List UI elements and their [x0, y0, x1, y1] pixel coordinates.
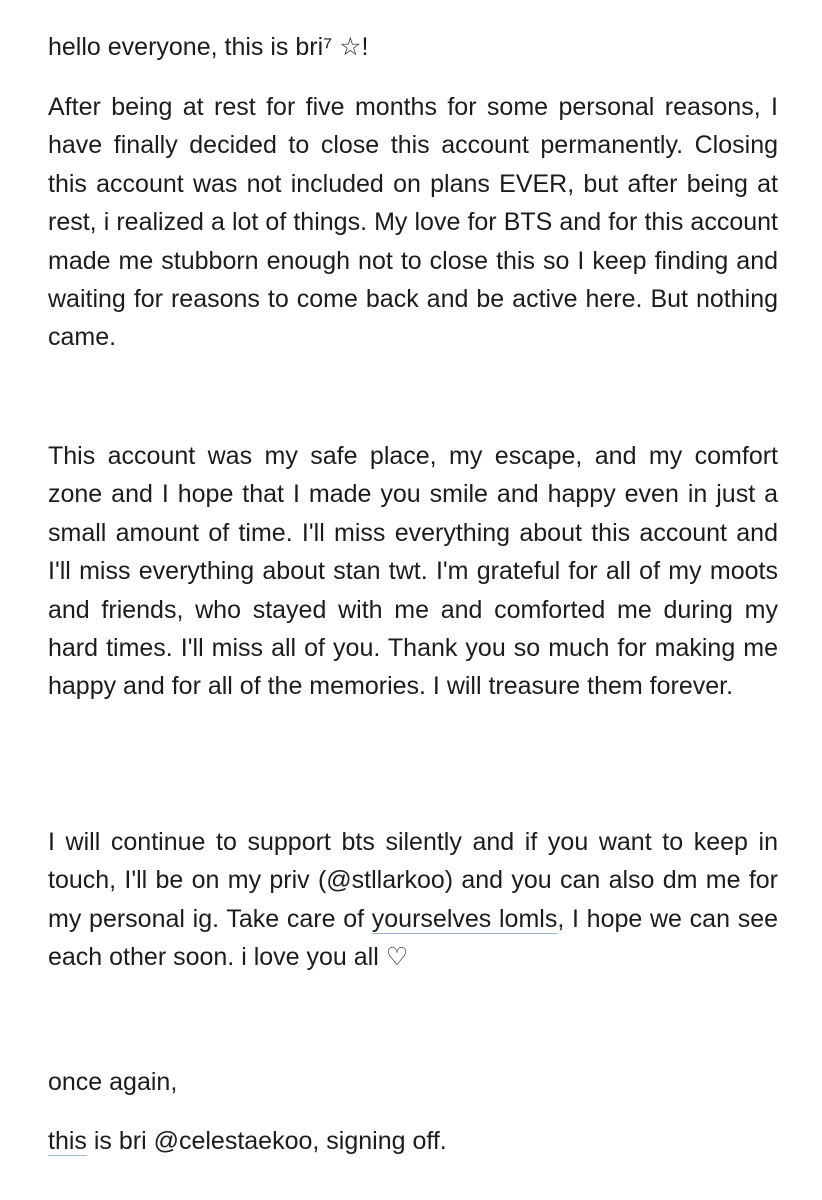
paragraph-3-text-after: , I hope we can see each other soon. i love you all ♡ — [48, 904, 779, 972]
paragraph-3-text-before: I will continue to support bts silently and if you want to keep in touch, I'll be on my priv (@stllarkoo) and you can also dm me for my personal ig. Take care of — [48, 828, 778, 933]
spellcheck-underlined-word: this — [48, 1127, 87, 1155]
closing-line-2 — [48, 1122, 778, 1160]
spellcheck-underlined-phrase: yourselves lomls — [371, 904, 558, 933]
closing-line-2-text: is bri @celestaekoo, signing off. — [86, 1127, 447, 1155]
paragraph-3 — [48, 823, 778, 977]
paragraph-2: This account was my safe place, my escape, and my comfort zone and I hope that I made you smile and happy even in just a small amount of time. I'll miss everything about this account and I'll miss everything about stan twt. I'm grateful for all of my moots and friends, who stayed with me and comforted me during my hard times. I'll miss all of you. Thank you so much for making me happy and for all of the memories. I will treasure them forever. — [48, 442, 778, 701]
paragraph-1: After being at rest for five months for some personal reasons, I have finally decided to close this account permanently. Closing this account was not included on plans EVER, but after being at rest, i realized a lot of things. My love for BTS and for this account made me stubborn enough not to close this so I keep finding and waiting for reasons to come back and be active here. But nothing came. — [48, 93, 778, 352]
closing-line-1: once again, — [48, 1068, 178, 1096]
greeting-line: hello everyone, this is bri⁷ ☆! — [48, 33, 369, 61]
